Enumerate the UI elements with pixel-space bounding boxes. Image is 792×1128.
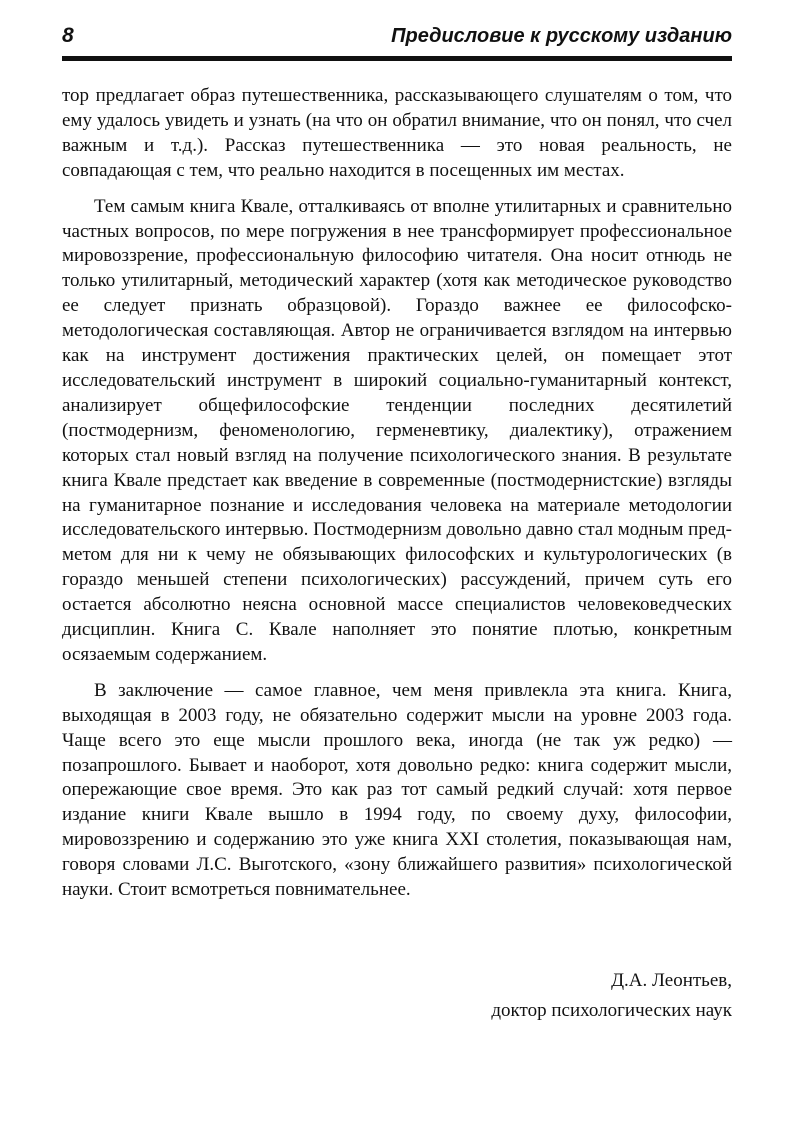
page-header: [62, 22, 732, 58]
paragraph-2: Тем самым книга Квале, отталкиваясь от вполне утилитарных и сравнительно частных вопросов, по мере погружения в нее трансформирует профессиональное мировоззрение, профессиональную философию читателя. Она носит отнюдь не только утилитарный, методический характер (хотя как методическое руководство ее следует признать образцовой). Гораздо важнее ее философско-методологическая составляющая. Автор не ограничивается взглядом на интервью как на инструмент достижения практических целей, он помещает этот исследовательский инструмент в широкий социально-гуманитарный контекст, анализирует общефилософские тенденции последних десятилетий (постмодернизм, феноменологию, герменевтику, диалектику), отражением которых стал новый взгляд на получение психологического знания. В результате книга Квале предстает как введение в современные (постмодернистские) взгляды на гуманитарное познание и исследования человека на материале методологии исследовательского интервью. Постмодернизм довольно давно стал модным предметом для ни к чему не обязывающих философских и культурологических (в гораздо меньшей степени психологических) рассуждений, причем суть его остается абсолютно неясна основной массе специалистов человековедческих дисциплин. Книга С. Квале наполняет это понятие плотью, конкретным осязаемым содержанием.: [62, 195, 732, 665]
header-rule: [62, 56, 732, 61]
body-text: [62, 84, 732, 903]
signature-author: Д.А. Леонтьев,: [611, 970, 732, 991]
page-number: 8: [62, 24, 74, 47]
paragraph-3: В заключение — самое главное, чем меня привлекла эта книга. Книга, выходящая в 2003 году, не обязательно содержит мысли на уровне 2003 года. Чаще всего это еще мысли прошлого века, иногда (не так уж редко) — позапрошлого. Бывает и наоборот, хотя довольно редко: книга содержит мысли, опережающие свое время. Это как раз тот самый редкий случай: хотя первое издание книги Квале вышло в 1994 году, по своему духу, философии, мировоззрению и содержанию это уже книга XXI столетия, показывающая нам, говоря словами Л.С. Выготского, «зону ближайшего развития» психологической науки. Стоит всмотреться повнимательнее.: [62, 679, 732, 901]
signature: [491, 966, 732, 1026]
paragraph-1: тор предлагает образ путешественника, рассказывающего слушателям о том, что ему удалось увидеть и узнать (на что он обратил внимание, что он понял, что счел важным и т.д.). Рассказ путешественника — это новая реальность, не совпадающая с тем, что реально находится в посещенных им местах.: [62, 85, 732, 181]
running-title: Предисловие к русскому изданию: [391, 25, 732, 47]
signature-title: доктор психологических наук: [491, 1000, 732, 1021]
